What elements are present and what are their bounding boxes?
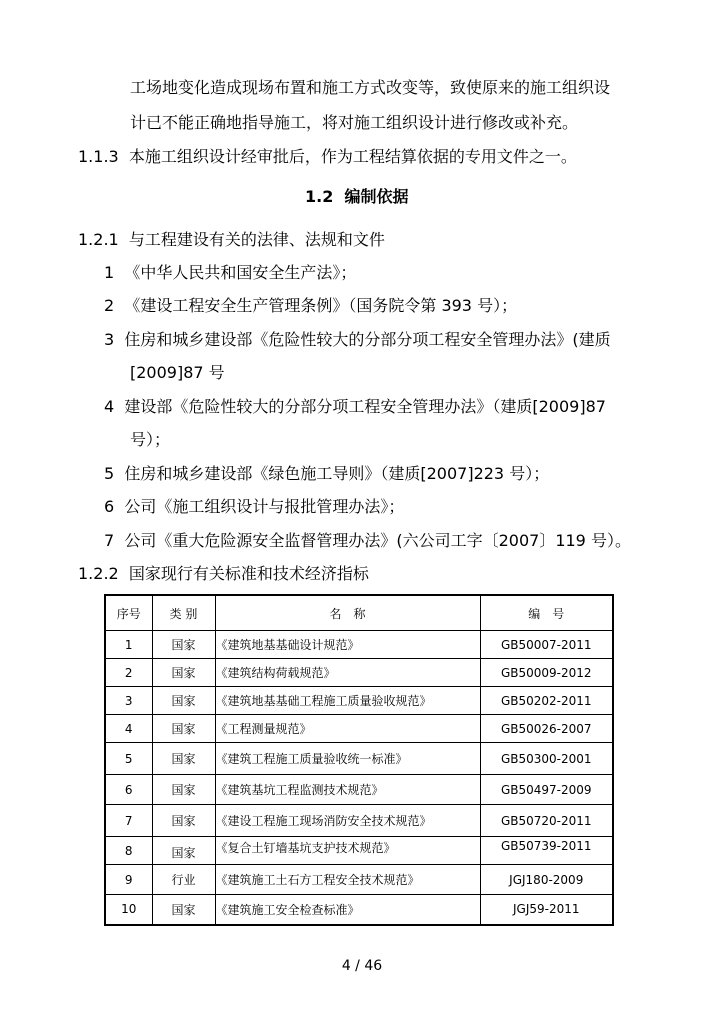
cell-seq: 9 — [105, 865, 152, 895]
cell-category: 行业 — [152, 865, 215, 895]
list-item-number: 7 — [104, 531, 115, 550]
clause-number: 1.2.2 — [78, 564, 119, 583]
cell-seq: 1 — [105, 631, 152, 659]
cell-code: GB50300-2001 — [480, 743, 613, 775]
cell-category: 国家 — [152, 837, 215, 865]
cell-seq: 10 — [105, 895, 152, 925]
cell-name: 《建筑施工土石方工程安全技术规范》 — [215, 865, 480, 895]
cell-code: GB50202-2011 — [480, 687, 613, 715]
clause-title: 与工程建设有关的法律、法规和文件 — [128, 230, 385, 249]
cell-seq: 8 — [105, 837, 152, 865]
header-code: 编 号 — [480, 595, 613, 631]
cell-category: 国家 — [152, 775, 215, 805]
cell-category: 国家 — [152, 659, 215, 687]
list-item-number: 2 — [104, 296, 115, 315]
clause-1-2-1 — [78, 229, 385, 251]
list-item — [104, 463, 549, 485]
list-item-number: 3 — [104, 330, 115, 349]
table-header-row — [105, 595, 613, 631]
clause-number: 1.2.1 — [78, 230, 119, 249]
list-item-number: 6 — [104, 497, 115, 516]
cell-category: 国家 — [152, 687, 215, 715]
cell-name: 《工程测量规范》 — [215, 715, 480, 743]
list-item-text: 住房和城乡建设部《危险性较大的分部分项工程安全管理办法》(建质 — [124, 330, 611, 349]
list-item-text: 《中华人民共和国安全生产法》； — [124, 263, 357, 282]
cell-name: 《复合土钉墙基坑支护技术规范》 — [215, 837, 480, 865]
header-category: 类 别 — [152, 595, 215, 631]
cell-seq: 4 — [105, 715, 152, 743]
table-row — [105, 865, 613, 895]
cell-seq: 5 — [105, 743, 152, 775]
list-item-text: 公司《重大危险源安全监督管理办法》(六公司工字〔2007〕119 号）。 — [124, 531, 631, 550]
paragraph-line-2: 计已不能正确地指导施工，将对施工组织设计进行修改或补充。 — [130, 113, 579, 132]
cell-code: JGJ59-2011 — [480, 895, 613, 925]
list-item-number: 4 — [104, 397, 115, 416]
list-item-text: 公司《施工组织设计与报批管理办法》； — [124, 497, 405, 516]
cell-name: 《建筑地基基础设计规范》 — [215, 631, 480, 659]
cell-name: 《建筑基坑工程监测技术规范》 — [215, 775, 480, 805]
cell-code: GB50026-2007 — [480, 715, 613, 743]
list-item-number: 1 — [104, 263, 115, 282]
list-item — [104, 329, 611, 351]
section-number: 1.2 — [305, 187, 334, 206]
list-item — [104, 295, 517, 317]
table-row — [105, 743, 613, 775]
list-item — [104, 262, 356, 284]
table-row — [105, 805, 613, 837]
cell-category: 国家 — [152, 895, 215, 925]
list-item — [104, 496, 404, 518]
cell-name: 《建筑施工安全检查标准》 — [215, 895, 480, 925]
standards-table — [104, 594, 614, 926]
list-item-continuation: [2009]87 号 — [130, 363, 225, 382]
cell-code: GB50009-2012 — [480, 659, 613, 687]
cell-category: 国家 — [152, 805, 215, 837]
clause-1-2-2 — [78, 563, 369, 585]
table-row — [105, 687, 613, 715]
cell-category: 国家 — [152, 743, 215, 775]
cell-code: GB50739-2011 — [480, 837, 613, 865]
list-item — [104, 396, 606, 418]
clause-number: 1.1.3 — [78, 147, 119, 166]
cell-category: 国家 — [152, 715, 215, 743]
clause-1-1-3 — [78, 146, 577, 168]
clause-title: 国家现行有关标准和技术经济指标 — [128, 564, 369, 583]
clause-text: 本施工组织设计经审批后，作为工程结算依据的专用文件之一。 — [128, 147, 577, 166]
section-heading-1-2 — [305, 186, 409, 208]
list-item-number: 5 — [104, 464, 115, 483]
cell-name: 《建筑工程施工质量验收统一标准》 — [215, 743, 480, 775]
cell-code: GB50497-2009 — [480, 775, 613, 805]
page-number: 4 / 46 — [341, 958, 383, 974]
cell-code: GB50007-2011 — [480, 631, 613, 659]
cell-category: 国家 — [152, 631, 215, 659]
cell-code: JGJ180-2009 — [480, 865, 613, 895]
list-item-text: 建设部《危险性较大的分部分项工程安全管理办法》（建质[2009]87 — [124, 397, 606, 416]
header-seq: 序号 — [105, 595, 152, 631]
header-name: 名 称 — [215, 595, 480, 631]
paragraph-line-1: 工场地变化造成现场布置和施工方式改变等，致使原来的施工组织设 — [130, 78, 611, 97]
table-row — [105, 715, 613, 743]
cell-seq: 7 — [105, 805, 152, 837]
list-item-continuation: 号）； — [130, 430, 171, 449]
cell-code: GB50720-2011 — [480, 805, 613, 837]
table-row — [105, 895, 613, 925]
table-row — [105, 659, 613, 687]
table-row — [105, 631, 613, 659]
table-row — [105, 837, 613, 865]
table-row — [105, 775, 613, 805]
cell-name: 《建设工程施工现场消防安全技术规范》 — [215, 805, 480, 837]
cell-seq: 6 — [105, 775, 152, 805]
section-title: 编制依据 — [344, 187, 409, 206]
cell-name: 《建筑结构荷载规范》 — [215, 659, 480, 687]
cell-seq: 3 — [105, 687, 152, 715]
cell-seq: 2 — [105, 659, 152, 687]
list-item — [104, 530, 631, 552]
list-item-text: 住房和城乡建设部《绿色施工导则》（建质[2007]223 号）； — [124, 464, 550, 483]
cell-name: 《建筑地基基础工程施工质量验收规范》 — [215, 687, 480, 715]
list-item-text: 《建设工程安全生产管理条例》（国务院令第 393 号）； — [124, 296, 518, 315]
